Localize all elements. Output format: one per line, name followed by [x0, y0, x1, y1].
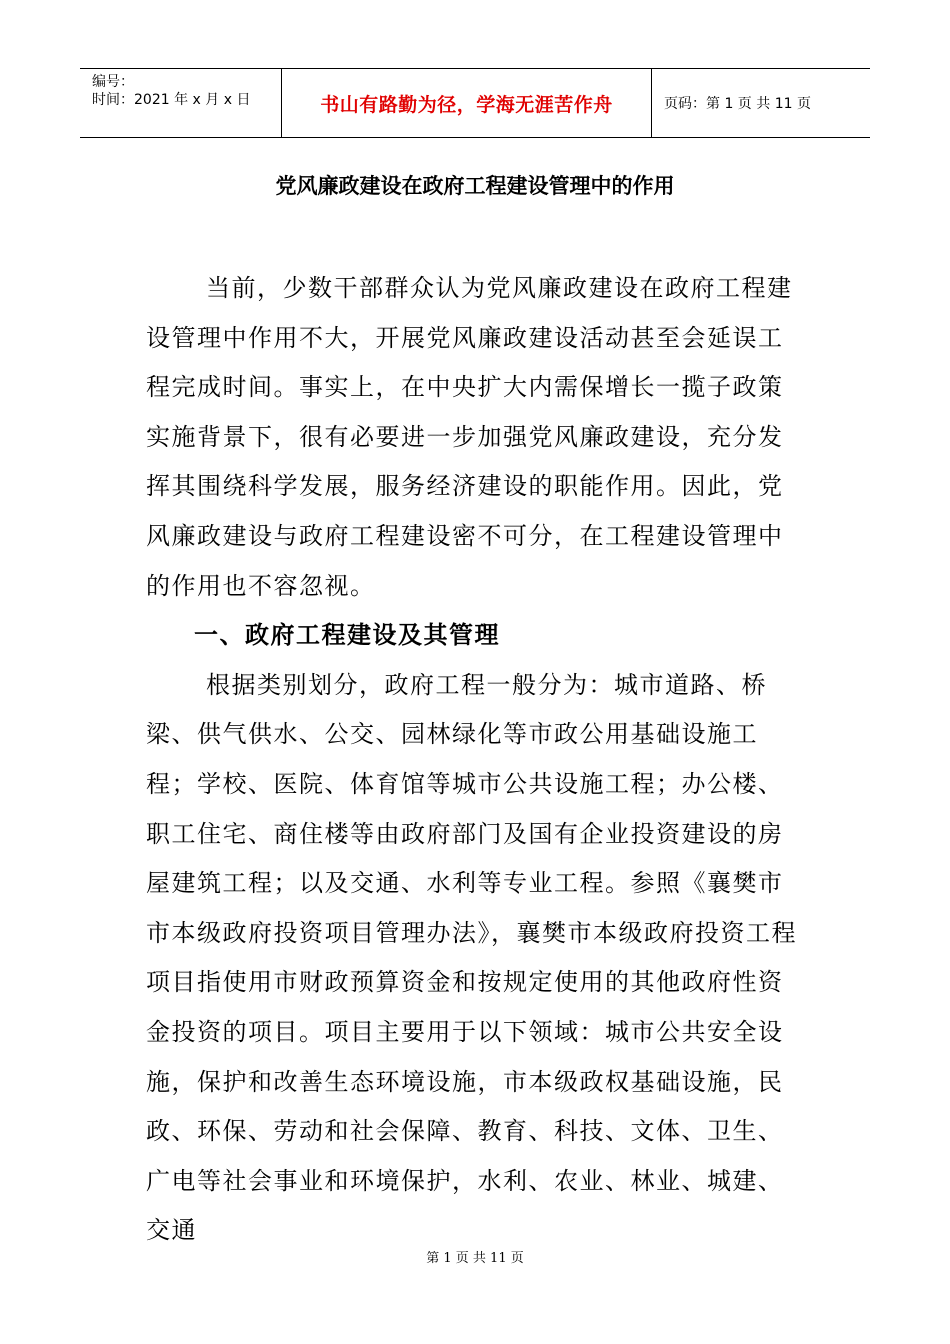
header-meta-cell — [80, 69, 281, 137]
document-title: 党风廉政建设在政府工程建设管理中的作用 — [275, 173, 675, 198]
page-info-text: 页码：第 1 页 共 11 页 — [664, 96, 811, 112]
page-footer: 第 1 页 共 11 页 — [426, 1251, 524, 1266]
motto-text: 书山有路勤为径，学海无涯苦作舟 — [320, 93, 613, 116]
section-heading-1: 一、政府工程建设及其管理 — [194, 621, 500, 650]
header-table — [80, 68, 870, 138]
page-info-cell — [652, 69, 870, 137]
document-body — [146, 264, 808, 1256]
paragraph-intro: 当前，少数干部群众认为党风廉政建设在政府工程建设管理中作用不大，开展党风廉政建设活动甚至会延误工程完成时间。事实上，在中央扩大内需保增长一揽子政策实施背景下，很有必要进一步加强党风廉政建设，充分发挥其围绕科学发展，服务经济建设的职能作用。因此，党风廉政建设与政府工程建设密不可分，在工程建设管理中的作用也不容忽视。 — [146, 274, 793, 600]
paragraph-section-1: 根据类别划分，政府工程一般分为：城市道路、桥梁、供气供水、公交、园林绿化等市政公用基础设施工程；学校、医院、体育馆等城市公共设施工程；办公楼、职工住宅、商住楼等由政府部门及国有企业投资建设的房屋建筑工程；以及交通、水利等专业工程。参照《襄樊市市本级政府投资项目管理办法》，襄樊市本级政府投资工程项目指使用市财政预算资金和按规定使用的其他政府性资金投资的项目。项目主要用于以下领域：城市公共安全设施，保护和改善生态环境设施，市本级政权基础设施，民政、环保、劳动和社会保障、教育、科技、文体、卫生、广电等社会事业和环境保护，水利、农业、林业、城建、交通 — [146, 670, 797, 1245]
motto-cell — [281, 69, 652, 137]
number-label: 编号： — [92, 74, 134, 90]
time-label: 时间：2021 年 x 月 x 日 — [92, 92, 251, 108]
